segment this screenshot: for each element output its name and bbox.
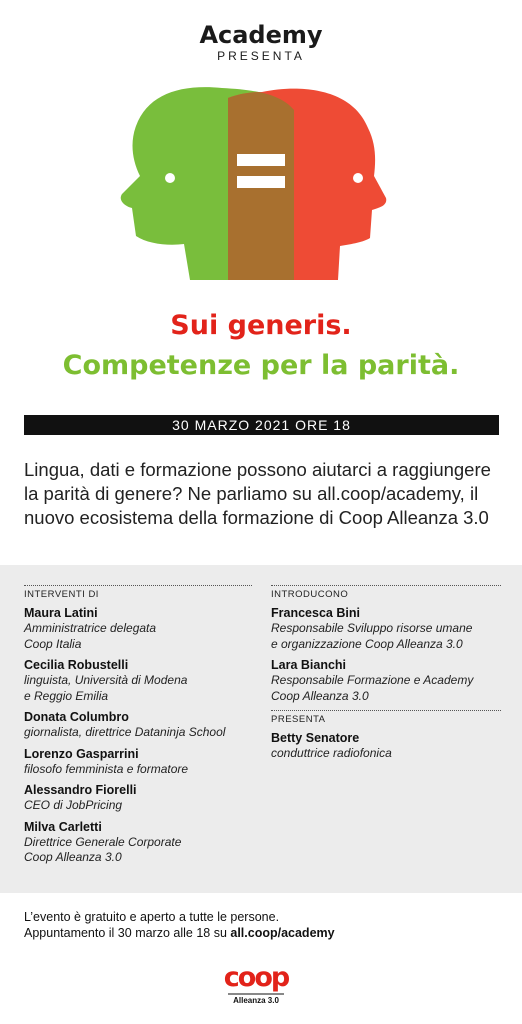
person-role: Responsabile Sviluppo risorse umane <box>271 621 473 635</box>
title-line-1: Sui generis. <box>170 310 352 341</box>
person-name: Betty Senatore <box>271 731 360 745</box>
academy-link[interactable]: all.coop/academy <box>230 926 335 940</box>
person-role: filosofo femminista e formatore <box>24 761 189 776</box>
person-role: giornalista, direttrice Dataninja School <box>24 725 226 739</box>
person-entry <box>271 606 501 652</box>
person-role: e organizzazione Coop Alleanza 3.0 <box>271 636 463 651</box>
footer-line-2 <box>24 925 335 941</box>
host-list <box>271 731 501 762</box>
person-entry <box>24 747 252 778</box>
introducers-list <box>271 606 501 704</box>
person-name: Donata Columbro <box>24 710 129 724</box>
equals-bar-top <box>237 154 285 166</box>
person-name: Lara Bianchi <box>271 658 347 672</box>
footer-line-1: L’evento è gratuito e aperto a tutte le persone. <box>24 910 280 924</box>
person-name: Cecilia Robustelli <box>24 658 129 672</box>
equals-bar-bottom <box>237 176 285 188</box>
footer-line-2-prefix: Appuntamento il 30 marzo alle 18 su <box>24 926 231 940</box>
person-role: conduttrice radiofonica <box>271 746 392 760</box>
person-name: Milva Carletti <box>24 819 102 834</box>
person-entry <box>271 658 501 704</box>
equality-heads-illustration <box>0 80 522 285</box>
presenta-label: PRESENTA <box>217 49 305 63</box>
speakers-heading: INTERVENTI DI <box>24 585 252 600</box>
title-line-2: Competenze per la parità. <box>62 350 460 381</box>
coop-logo <box>222 962 290 1006</box>
date-bar: 30 MARZO 2021 ORE 18 <box>24 415 499 435</box>
header <box>0 0 522 63</box>
speakers-column <box>24 585 252 872</box>
person-role: Direttrice Generale Corporate <box>24 834 182 849</box>
person-name: Maura Latini <box>24 606 98 620</box>
person-entry <box>24 710 252 741</box>
person-role: linguista, Università di Modena <box>24 673 188 687</box>
person-entry <box>24 783 252 814</box>
person-name: Lorenzo Gasparrini <box>24 746 139 761</box>
introducers-column <box>271 585 501 768</box>
person-role: Coop Alleanza 3.0 <box>24 850 122 864</box>
academy-brand: Academy <box>199 21 323 49</box>
green-eye <box>165 173 175 183</box>
person-role: CEO di JobPricing <box>24 798 123 812</box>
footer <box>24 909 335 941</box>
introducers-heading: INTRODUCONO <box>271 585 501 600</box>
person-role: Coop Alleanza 3.0 <box>271 688 369 703</box>
person-entry <box>271 731 501 762</box>
person-role: e Reggio Emilia <box>24 688 109 703</box>
red-eye <box>353 173 363 183</box>
person-role: Responsabile Formazione e Academy <box>271 673 474 687</box>
person-entry <box>24 820 252 866</box>
person-entry <box>24 606 252 652</box>
coop-logo-word: coop <box>223 962 289 993</box>
coop-logo-sub: Alleanza 3.0 <box>233 996 279 1005</box>
intro-text: Lingua, dati e formazione possono aiutarci a raggiungere la parità di genere? Ne parliamo su all.coop/academy, il nuovo ecosistema della formazione di Coop Alleanza 3.0 <box>24 459 491 528</box>
person-role: Coop Italia <box>24 636 82 651</box>
person-name: Alessandro Fiorelli <box>24 783 137 797</box>
speakers-panel <box>0 565 522 893</box>
person-entry <box>24 658 252 704</box>
speakers-list <box>24 606 252 866</box>
host-heading: PRESENTA <box>271 710 501 725</box>
person-role: Amministratrice delegata <box>24 621 157 635</box>
person-name: Francesca Bini <box>271 606 360 620</box>
